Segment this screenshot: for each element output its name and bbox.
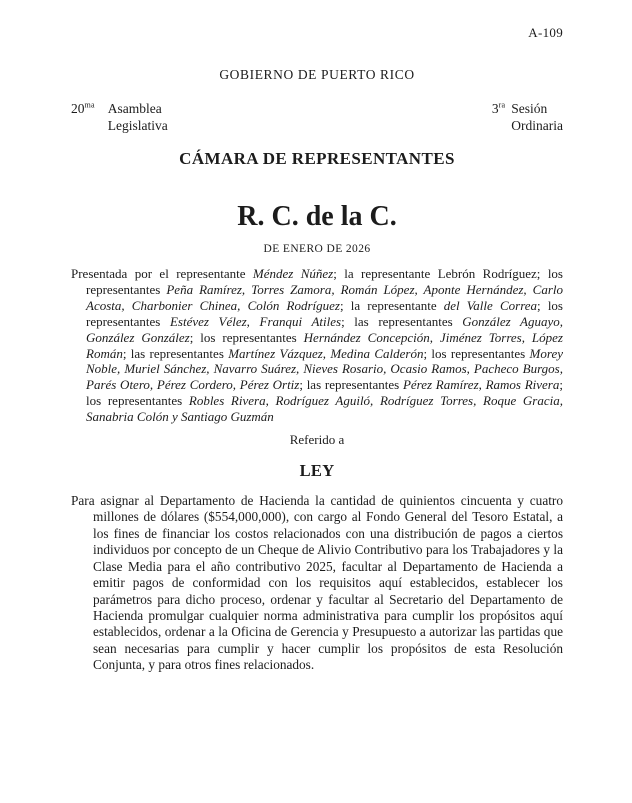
assembly-line1: Asamblea (107, 101, 162, 116)
session-line2: Ordinaria (511, 118, 563, 133)
assembly-ordinal (71, 100, 95, 134)
session-ordinal-suffix: ra (498, 100, 506, 110)
section-heading-ley: LEY (299, 461, 335, 481)
assembly-ordinal-number: 20 (71, 101, 85, 116)
session-ordinal-number: 3 (491, 101, 499, 116)
assembly-text (108, 100, 168, 134)
session-ordinal (492, 100, 505, 134)
session-block (492, 100, 563, 134)
session-line1: Sesión (511, 101, 548, 116)
bill-title: R. C. de la C. (237, 201, 397, 232)
presented-by-paragraph: Presentada por el representante Méndez Núñez; la representante Lebrón Rodríguez; los representantes Peña Ramírez, Torres Zamora, Román López, Aponte Hernández, Carlo Acosta, Charbonier Chinea, Colón Rodríguez; la representante del Valle Correa; los representantes Estévez Vélez, Franqui Atiles; las representantes González Aguayo, González González; los representantes Hernández Concepción, Jiménez Torres, López Román; las representantes Martínez Vázquez, Medina Calderón; los representantes Morey Noble, Muriel Sánchez, Navarro Suárez, Nieves Rosario, Ocasio Ramos, Pacheco Burgos, Parés Otero, Pérez Cordero, Pérez Ortiz; las representantes Pérez Ramírez, Ramos Rivera; los representantes Robles Rivera, Rodríguez Aguiló, Rodríguez Torres, Roque Gracia, Sanabria Colón y Santiago Guzmán (71, 266, 563, 425)
assembly-session-row (71, 100, 563, 134)
resolution-summary-paragraph: Para asignar al Departamento de Hacienda la cantidad de quinientos cincuenta y cuatro millones de dólares ($554,000,000), con cargo al Fondo General del Tesoro Estatal, a los fines de financiar los costos relacionados con una distribución de pagos a ciertos individuos por concepto de un Cheque de Alivio Contributivo para los Trabajadores y la Clase Media para el año contributivo 2025, facultar al Departamento de Hacienda a emitir pagos de conformidad con los requisitos aquí establecidos, establecer los parámetros para dicho proceso, ordenar y facultar al Secretario del Departamento de Hacienda promulgar cualquier norma administrativa para cumplir los propósitos aquí establecidos, ordenar a la Oficina de Gerencia y Presupuesto a autorizar las partidas que sean necesarias para cumplir y hacer cumplir los propósitos de esta Resolución Conjunta, y para otros fines relacionados. (71, 493, 563, 673)
assembly-ordinal-suffix: ma (84, 100, 95, 110)
bill-date: DE ENERO DE 2026 (263, 243, 371, 255)
session-text (511, 100, 563, 134)
document-number: A-109 (528, 25, 563, 40)
chamber-heading: CÁMARA DE REPRESENTANTES (179, 149, 455, 168)
assembly-block (71, 100, 168, 134)
assembly-line2: Legislativa (107, 118, 168, 133)
government-heading: GOBIERNO DE PUERTO RICO (219, 67, 415, 82)
referred-line: Referido a (289, 432, 345, 448)
assembly-gap (95, 100, 108, 134)
